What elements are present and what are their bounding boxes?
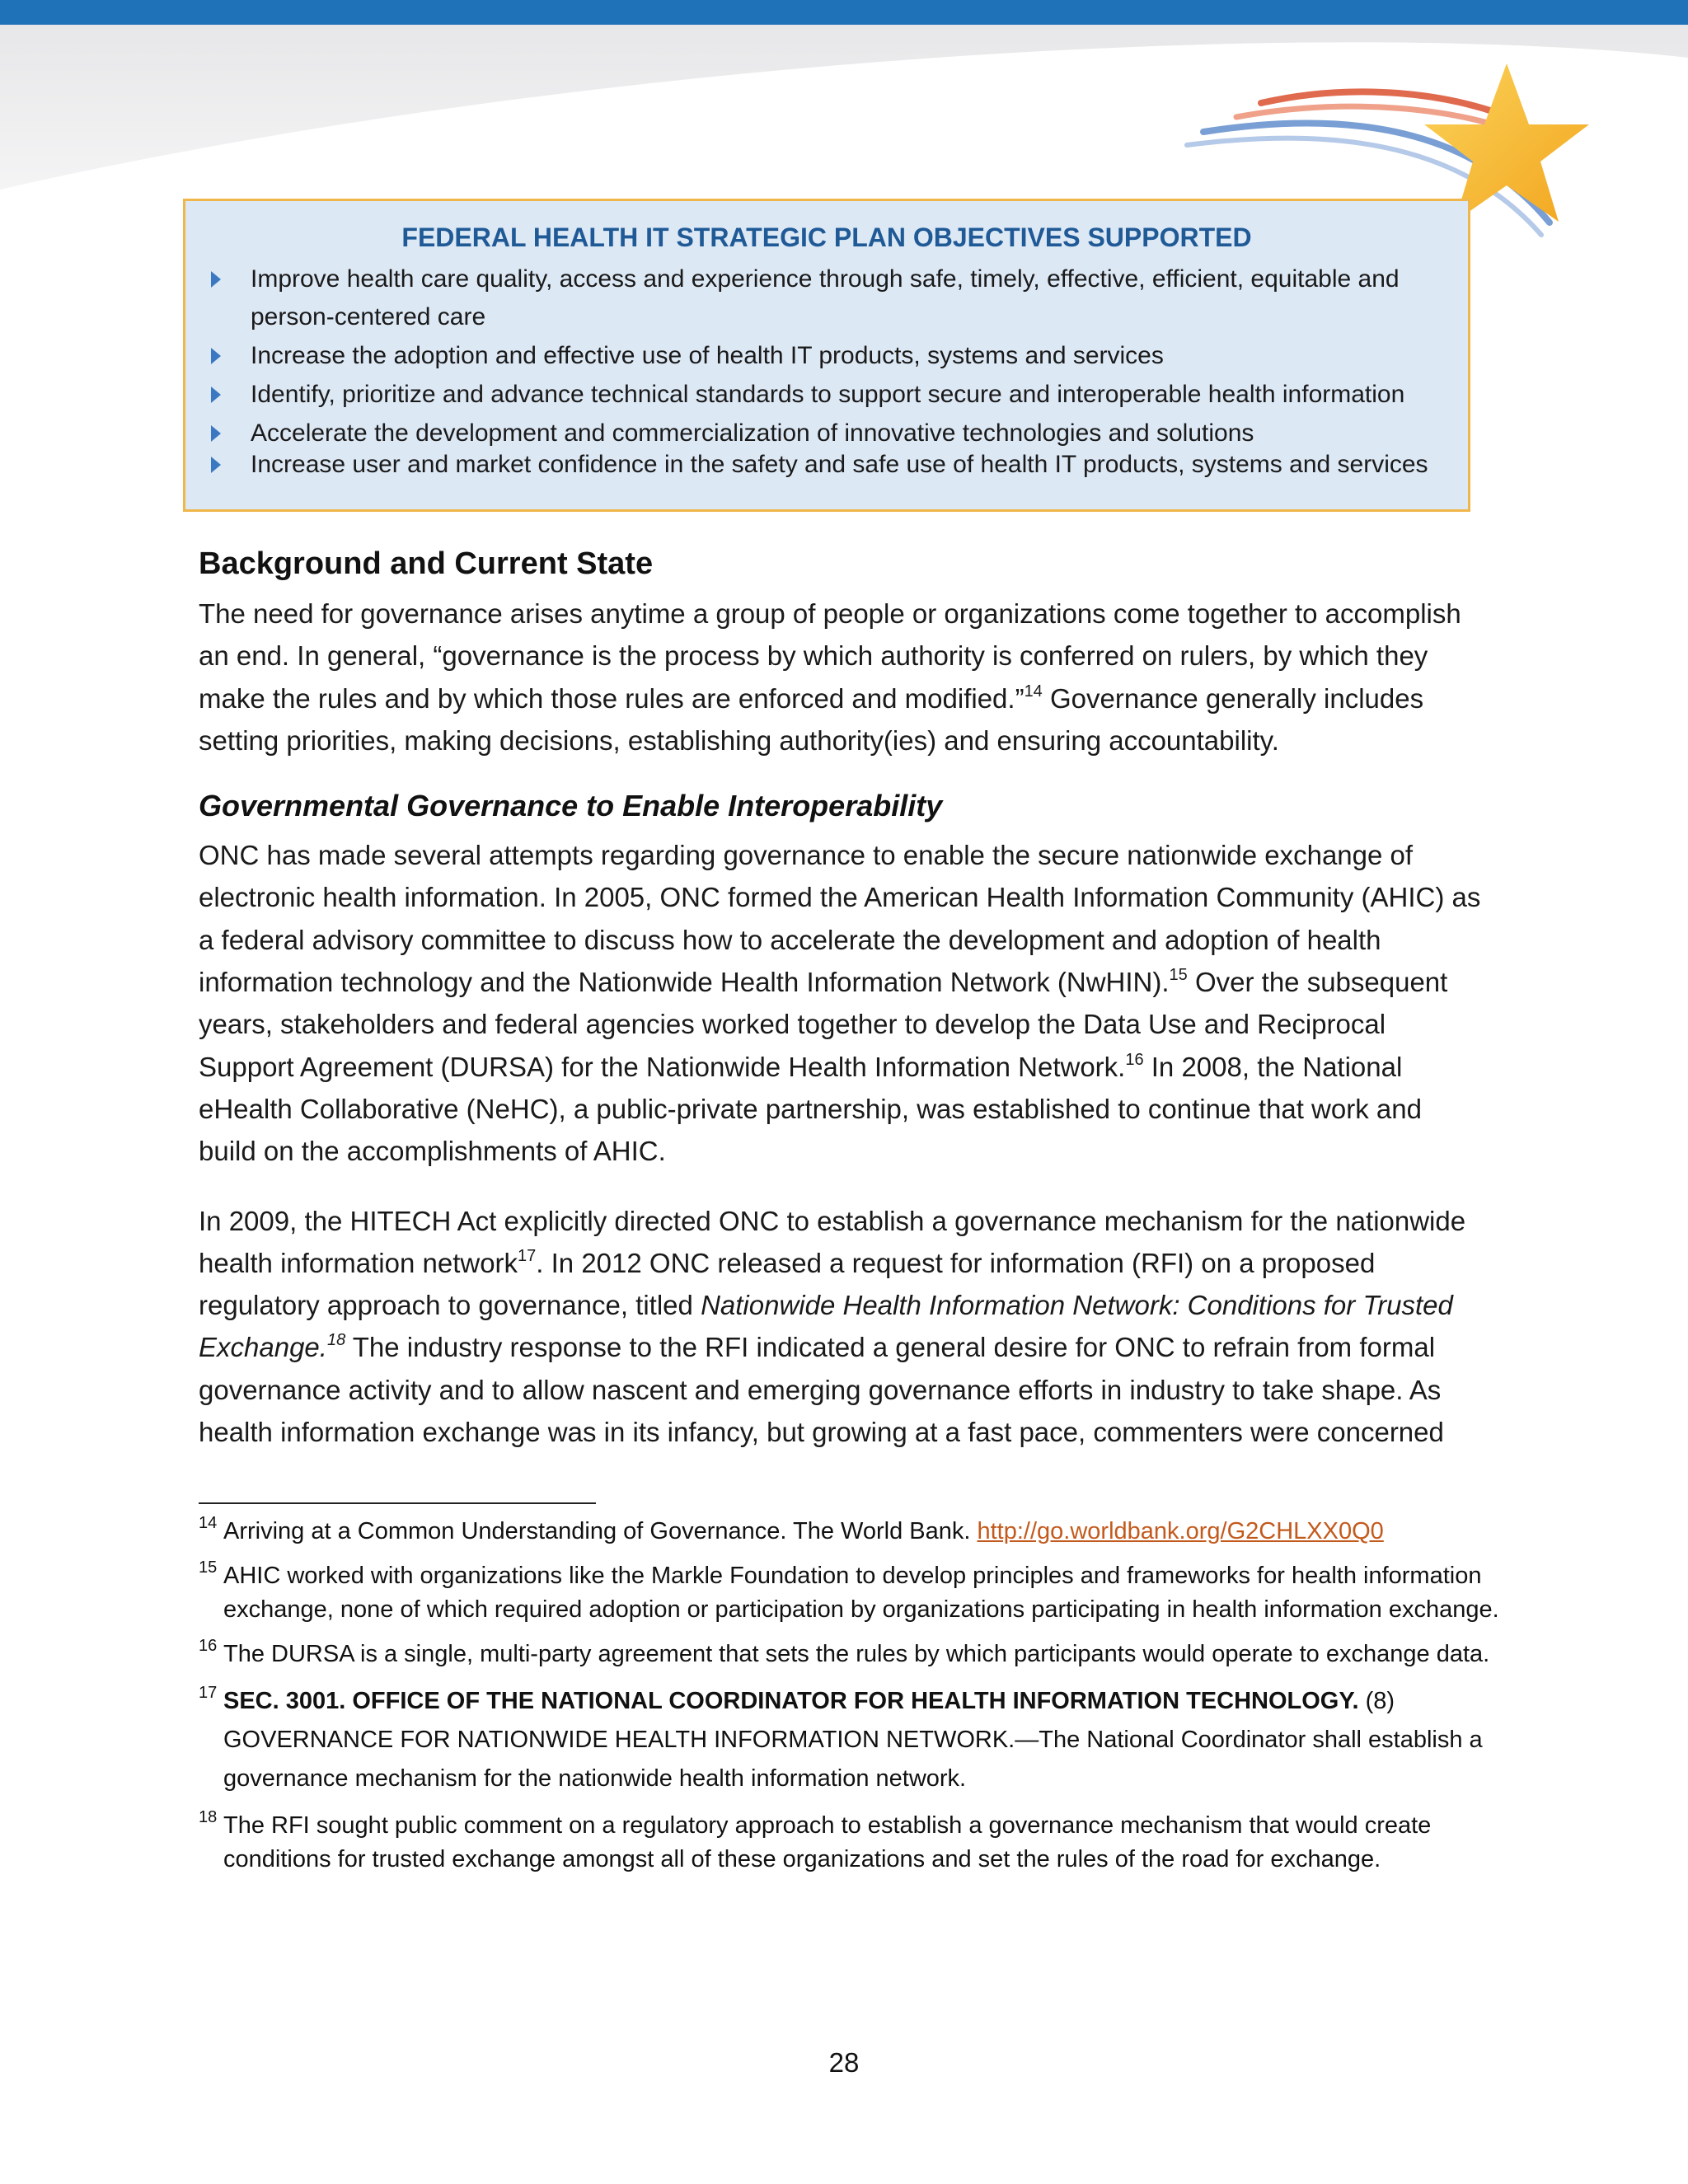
subheading-governmental-governance: Governmental Governance to Enable Interoperability: [199, 789, 943, 823]
objectives-callout-box: [183, 199, 1470, 512]
bullet-arrow-icon: [211, 425, 221, 442]
footnote-15: 15 AHIC worked with organizations like the Markle Foundation to develop principles and frameworks for health information exchange, none of which required adoption or participation by organizations participating in health information exchange.: [199, 1559, 1501, 1627]
top-banner-bar: [0, 0, 1688, 25]
governance-paragraph-1: ONC has made several attempts regarding governance to enable the secure nationwide exchange of electronic health information. In 2005, ONC formed the American Health Information Community (AHIC) as a federal advisory committee to discuss how to accelerate the development and adoption of health information technology and the Nationwide Health Information Network (NwHIN).$^{15}$ Over the subsequent years, stakeholders and federal agencies worked together to develop the Data Use and Reciprocal Support Agreement (DURSA) for the Nationwide Health Information Network.$^{16}$ In 2008, the National eHealth Collaborative (NeHC), a public-private partnership, was established to continue that work and build on the accomplishments of AHIC.: [199, 840, 1481, 1167]
bullet-arrow-icon: [211, 387, 221, 403]
rfi-title: Nationwide Health Information Network: Conditions for Trusted Exchange.: [199, 1290, 1453, 1363]
footnote-18: 18 The RFI sought public comment on a regulatory approach to establish a governance mechanism that would create conditions for trusted exchange amongst all of these organizations and set the rules of the road for exchange.: [199, 1809, 1501, 1877]
footnote-ref[interactable]: 15: [1169, 966, 1188, 985]
objective-item: Accelerate the development and commercialization of innovative technologies and solutions: [185, 415, 1468, 452]
footnote-number: 15: [199, 1558, 218, 1577]
section-heading-background: Background and Current State: [199, 546, 654, 581]
page-number: 28: [828, 2047, 860, 2078]
objective-item: Increase user and market confidence in the safety and safe use of health IT products, systems and services: [185, 446, 1468, 484]
objective-item: Identify, prioritize and advance technical standards to support secure and interoperable health information: [185, 376, 1468, 414]
footnote-ref[interactable]: 14: [1024, 682, 1043, 701]
objective-item: Improve health care quality, access and experience through safe, timely, effective, efficient, equitable and person-centered care: [185, 260, 1468, 336]
footnote-number: 14: [199, 1514, 218, 1532]
footnote-16: 16 The DURSA is a single, multi-party agreement that sets the rules by which participants would operate to exchange data.: [199, 1638, 1501, 1671]
objectives-title: FEDERAL HEALTH IT STRATEGIC PLAN OBJECTIVES SUPPORTED: [401, 223, 1252, 252]
main-content: [199, 540, 1484, 1453]
footnote-number: 18: [199, 1808, 218, 1826]
footnote-number: 17: [199, 1684, 218, 1702]
footnote-14: 14 Arriving at a Common Understanding of Governance. The World Bank. http://go.worldbank.org/G2CHLXX0Q0: [199, 1515, 1501, 1549]
bullet-arrow-icon: [211, 271, 221, 288]
bullet-arrow-icon: [211, 348, 221, 364]
footnote-ref[interactable]: 18: [326, 1331, 346, 1350]
footnote-number: 16: [199, 1637, 218, 1655]
governance-paragraph-2: In 2009, the HITECH Act explicitly directed ONC to establish a governance mechanism for the nationwide health information network$^{17}$. In 2012 ONC released a request for information (RFI) on a proposed regulatory approach to governance, titled Nationwide Health Information Network: Conditions for Trusted Exchange.$^{18}$ The industry response to the RFI indicated a general desire for ONC to refrain from formal governance activity and to allow nascent and emerging governance efforts in industry to take shape. As health information exchange was in its infancy, but growing at a fast pace, commenters were concerned: [199, 1205, 1466, 1448]
bullet-arrow-icon: [211, 457, 221, 473]
footnote-separator: [199, 1502, 596, 1504]
background-paragraph: The need for governance arises anytime a group of people or organizations come together to accomplish an end. In general, “governance is the process by which authority is conferred on rulers, by which they make the rules and by which those rules are enforced and modified.”$^{14}$ Governance generally includes setting priorities, making decisions, establishing authority(ies) and ensuring accountability.: [199, 598, 1461, 756]
footnote-17: 17 SEC. 3001. OFFICE OF THE NATIONAL COORDINATOR FOR HEALTH INFORMATION TECHNOLOGY. (8) GOVERNANCE FOR NATIONWIDE HEALTH INFORMATION NETWORK.—The National Coordinator shall establish a governance mechanism for the nationwide health information network.: [199, 1682, 1501, 1798]
footnotes: [199, 1515, 1501, 1887]
footnote-ref[interactable]: 17: [518, 1246, 537, 1265]
worldbank-link[interactable]: http://go.worldbank.org/G2CHLXX0Q0: [977, 1518, 1384, 1544]
footnote-ref[interactable]: 16: [1125, 1050, 1144, 1069]
objective-item: Increase the adoption and effective use of health IT products, systems and services: [185, 337, 1468, 375]
objectives-list: [185, 260, 1468, 485]
